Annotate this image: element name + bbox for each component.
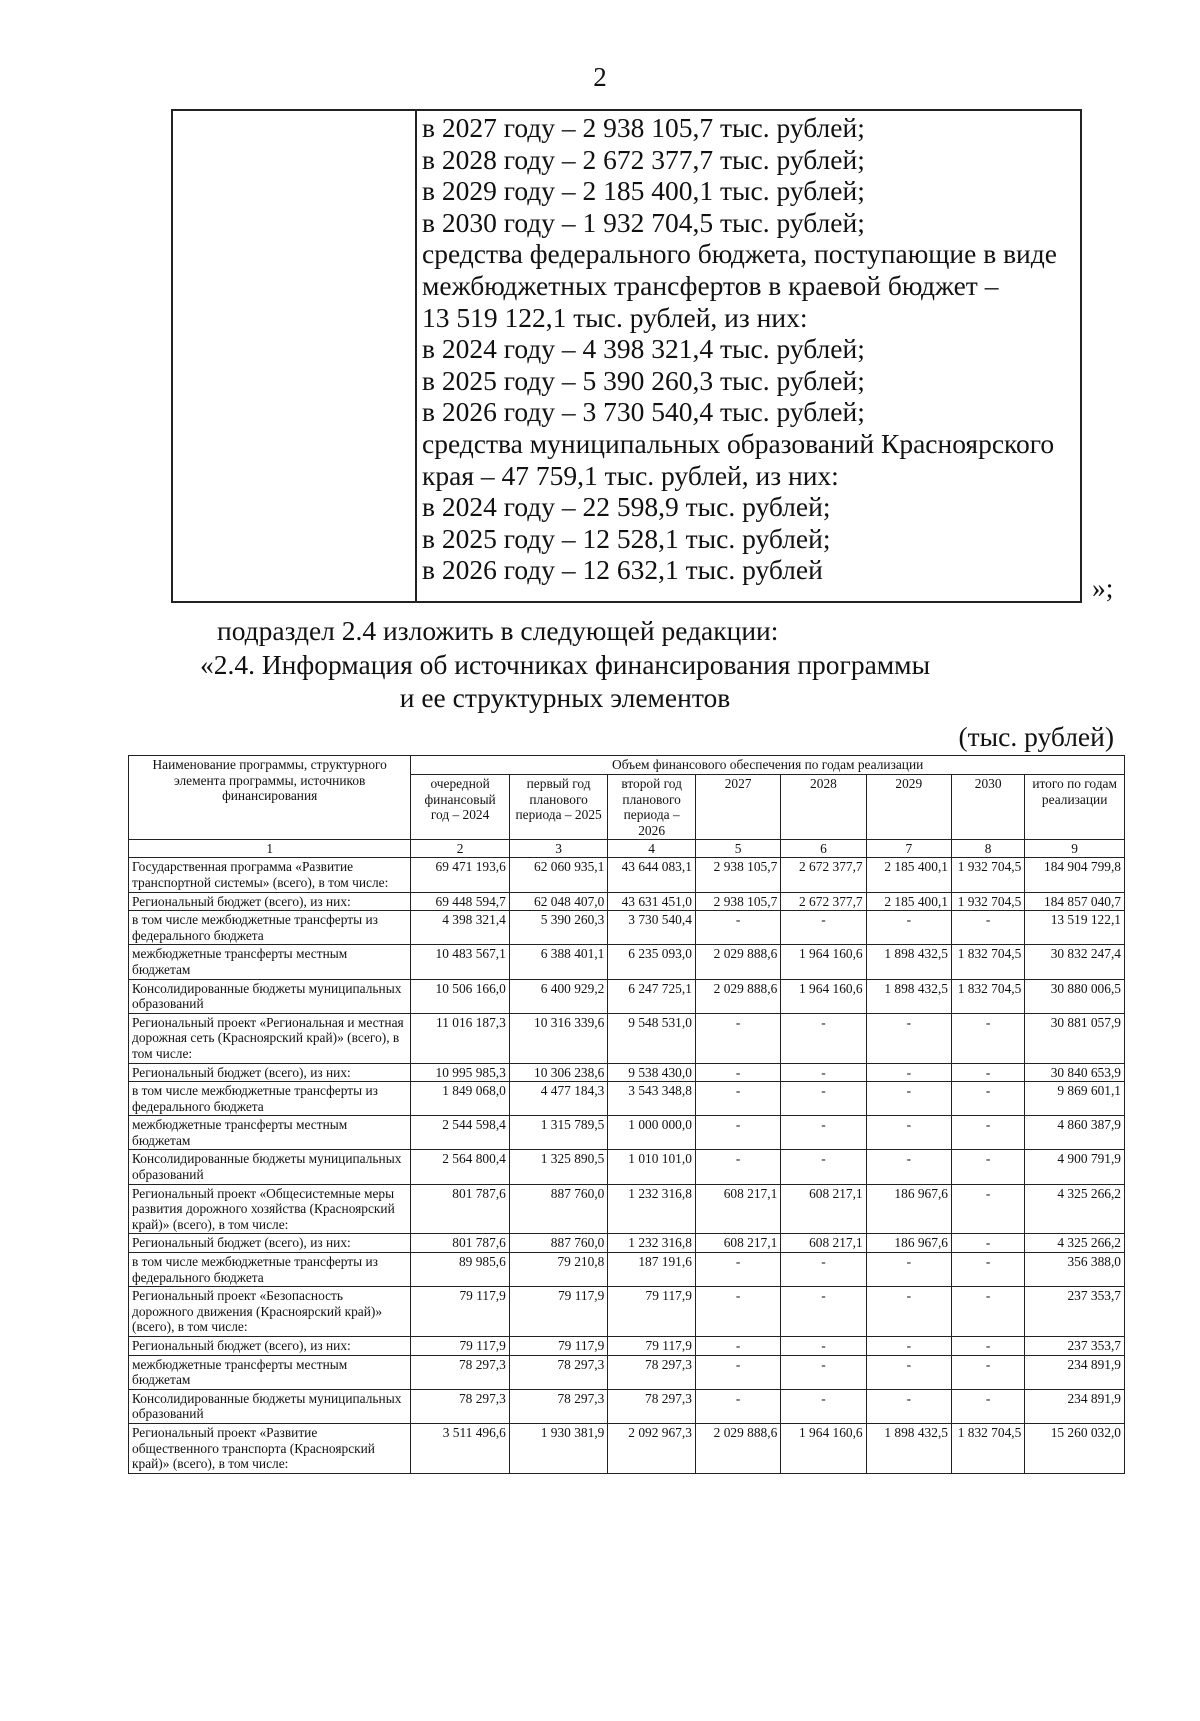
value-cell: 1 832 704,5 (951, 979, 1024, 1013)
funding-line: края – 47 759,1 тыс. рублей, из них: (422, 459, 839, 491)
value-cell: - (951, 1184, 1024, 1234)
value-cell: - (781, 1287, 866, 1337)
value-cell: - (781, 911, 866, 945)
value-cell: - (951, 1355, 1024, 1389)
column-divider (415, 111, 417, 601)
value-cell: 1 315 789,5 (509, 1116, 608, 1150)
value-cell: - (951, 1234, 1024, 1253)
value-cell: - (781, 1116, 866, 1150)
table-row (129, 1082, 1125, 1116)
col-header-2025: первый год планового периода – 2025 (509, 775, 608, 840)
funding-line: средства муниципальных образований Красноярского (422, 427, 1055, 459)
value-cell: 79 117,9 (509, 1337, 608, 1356)
value-cell: - (951, 1013, 1024, 1063)
row-name: в том числе межбюджетные трансферты из федерального бюджета (129, 1253, 411, 1287)
value-cell: 2 564 800,4 (411, 1150, 510, 1184)
value-cell: 1 932 704,5 (951, 892, 1024, 911)
col-header-2027: 2027 (695, 775, 780, 840)
value-cell: 6 235 093,0 (608, 945, 696, 979)
value-cell: 5 390 260,3 (509, 911, 608, 945)
funding-line: в 2028 году – 2 672 377,7 тыс. рублей; (422, 143, 865, 175)
table-header-row (129, 756, 1125, 775)
table-row (129, 1389, 1125, 1423)
value-cell: 30 840 653,9 (1025, 1063, 1125, 1082)
row-name: Региональный проект «Общесистемные меры развития дорожного хозяйства (Красноярский край)» (всего), в том числе: (129, 1184, 411, 1234)
table-row (129, 979, 1125, 1013)
value-cell: 1 964 160,6 (781, 1423, 866, 1473)
value-cell: 1 898 432,5 (866, 1423, 951, 1473)
value-cell: - (951, 1116, 1024, 1150)
value-cell: 1 964 160,6 (781, 979, 866, 1013)
value-cell: 2 185 400,1 (866, 858, 951, 892)
value-cell: 184 857 040,7 (1025, 892, 1125, 911)
value-cell: 1 232 316,8 (608, 1184, 696, 1234)
value-cell: - (695, 1253, 780, 1287)
row-name: Региональный проект «Региональная и местная дорожная сеть (Красноярский край)» (всего), в том числе: (129, 1013, 411, 1063)
value-cell: - (866, 1287, 951, 1337)
value-cell: 2 092 967,3 (608, 1423, 696, 1473)
value-cell: - (866, 1063, 951, 1082)
group-header: Объем финансового обеспечения по годам реализации (411, 756, 1125, 775)
col-header-2029: 2029 (866, 775, 951, 840)
row-name: Региональный бюджет (всего), из них: (129, 1234, 411, 1253)
value-cell: 237 353,7 (1025, 1287, 1125, 1337)
col-number: 8 (951, 840, 1024, 858)
value-cell: 2 544 598,4 (411, 1116, 510, 1150)
value-cell: - (951, 1082, 1024, 1116)
value-cell: 78 297,3 (509, 1389, 608, 1423)
col-number: 3 (509, 840, 608, 858)
value-cell: 4 900 791,9 (1025, 1150, 1125, 1184)
value-cell: 62 060 935,1 (509, 858, 608, 892)
value-cell: 1 898 432,5 (866, 945, 951, 979)
value-cell: - (951, 1150, 1024, 1184)
table-row (129, 1184, 1125, 1234)
value-cell: 79 117,9 (411, 1337, 510, 1356)
value-cell: - (866, 1337, 951, 1356)
value-cell: - (695, 911, 780, 945)
table-row (129, 1253, 1125, 1287)
value-cell: 1 232 316,8 (608, 1234, 696, 1253)
value-cell: - (866, 1013, 951, 1063)
col-header-2024: очередной финансовый год – 2024 (411, 775, 510, 840)
unit-label: (тыс. рублей) (958, 721, 1114, 752)
value-cell: 69 448 594,7 (411, 892, 510, 911)
value-cell: 608 217,1 (695, 1184, 780, 1234)
col-header-2030: 2030 (951, 775, 1024, 840)
col-header-2028: 2028 (781, 775, 866, 840)
value-cell: - (951, 1287, 1024, 1337)
value-cell: 15 260 032,0 (1025, 1423, 1125, 1473)
table-row (129, 1234, 1125, 1253)
value-cell: 10 995 985,3 (411, 1063, 510, 1082)
value-cell: 2 185 400,1 (866, 892, 951, 911)
table-row (129, 1013, 1125, 1063)
section-title (0, 648, 1130, 714)
value-cell: 608 217,1 (695, 1234, 780, 1253)
value-cell: - (695, 1063, 780, 1082)
value-cell: 9 869 601,1 (1025, 1082, 1125, 1116)
value-cell: 13 519 122,1 (1025, 911, 1125, 945)
value-cell: 30 832 247,4 (1025, 945, 1125, 979)
value-cell: - (781, 1253, 866, 1287)
value-cell: - (781, 1063, 866, 1082)
value-cell: - (866, 1253, 951, 1287)
col-number: 9 (1025, 840, 1125, 858)
value-cell: 78 297,3 (411, 1355, 510, 1389)
table-row (129, 1063, 1125, 1082)
value-cell: 9 548 531,0 (608, 1013, 696, 1063)
funding-line: в 2026 году – 12 632,1 тыс. рублей (422, 554, 823, 586)
col-number: 2 (411, 840, 510, 858)
value-cell: 4 477 184,3 (509, 1082, 608, 1116)
value-cell: 186 967,6 (866, 1184, 951, 1234)
value-cell: 89 985,6 (411, 1253, 510, 1287)
value-cell: 10 506 166,0 (411, 979, 510, 1013)
value-cell: 10 483 567,1 (411, 945, 510, 979)
row-name: Консолидированные бюджеты муниципальных образований (129, 1389, 411, 1423)
row-name: Региональный бюджет (всего), из них: (129, 892, 411, 911)
value-cell: 6 247 725,1 (608, 979, 696, 1013)
value-cell: 79 117,9 (608, 1337, 696, 1356)
value-cell: 2 938 105,7 (695, 892, 780, 911)
row-name: межбюджетные трансферты местным бюджетам (129, 1355, 411, 1389)
value-cell: 187 191,6 (608, 1253, 696, 1287)
row-name: Региональный бюджет (всего), из них: (129, 1337, 411, 1356)
value-cell: 10 306 238,6 (509, 1063, 608, 1082)
funding-line: в 2029 году – 2 185 400,1 тыс. рублей; (422, 175, 865, 207)
value-cell: 11 016 187,3 (411, 1013, 510, 1063)
value-cell: 6 388 401,1 (509, 945, 608, 979)
funding-line: в 2030 году – 1 932 704,5 тыс. рублей; (422, 206, 865, 238)
col-number: 5 (695, 840, 780, 858)
value-cell: - (866, 1116, 951, 1150)
row-name: Консолидированные бюджеты муниципальных образований (129, 1150, 411, 1184)
value-cell: 43 644 083,1 (608, 858, 696, 892)
value-cell: - (695, 1355, 780, 1389)
row-name: в том числе межбюджетные трансферты из федерального бюджета (129, 1082, 411, 1116)
value-cell: - (781, 1355, 866, 1389)
value-cell: - (695, 1082, 780, 1116)
row-name: в том числе межбюджетные трансферты из федерального бюджета (129, 911, 411, 945)
value-cell: 608 217,1 (781, 1234, 866, 1253)
value-cell: 887 760,0 (509, 1184, 608, 1234)
funding-lines (422, 112, 1057, 586)
value-cell: 2 938 105,7 (695, 858, 780, 892)
funding-line: в 2025 году – 5 390 260,3 тыс. рублей; (422, 364, 865, 396)
value-cell: 9 538 430,0 (608, 1063, 696, 1082)
value-cell: 78 297,3 (608, 1389, 696, 1423)
value-cell: 608 217,1 (781, 1184, 866, 1234)
value-cell: - (695, 1287, 780, 1337)
value-cell: - (781, 1013, 866, 1063)
table-row (129, 858, 1125, 892)
table-row (129, 1287, 1125, 1337)
value-cell: 1 000 000,0 (608, 1116, 696, 1150)
value-cell: 2 029 888,6 (695, 979, 780, 1013)
value-cell: 43 631 451,0 (608, 892, 696, 911)
value-cell: 6 400 929,2 (509, 979, 608, 1013)
value-cell: - (695, 1116, 780, 1150)
value-cell: - (781, 1337, 866, 1356)
row-name: Региональный проект «Безопасность дорожного движения (Красноярский край)» (всего), в том числе: (129, 1287, 411, 1337)
value-cell: 4 398 321,4 (411, 911, 510, 945)
value-cell: 78 297,3 (608, 1355, 696, 1389)
value-cell: 4 325 266,2 (1025, 1184, 1125, 1234)
row-name: Государственная программа «Развитие транспортной системы» (всего), в том числе: (129, 858, 411, 892)
value-cell: - (866, 1355, 951, 1389)
col-header-total: итого по годам реализации (1025, 775, 1125, 840)
funding-line: 13 519 122,1 тыс. рублей, из них: (422, 301, 808, 333)
row-name: Региональный проект «Развитие общественного транспорта (Красноярский край)» (всего), в том числе: (129, 1423, 411, 1473)
value-cell: 30 881 057,9 (1025, 1013, 1125, 1063)
value-cell: 30 880 006,5 (1025, 979, 1125, 1013)
row-name: Консолидированные бюджеты муниципальных образований (129, 979, 411, 1013)
value-cell: - (951, 911, 1024, 945)
funding-line: средства федерального бюджета, поступающие в виде (422, 238, 1057, 270)
funding-line: в 2025 году – 12 528,1 тыс. рублей; (422, 522, 831, 554)
column-number-row (129, 840, 1125, 858)
value-cell: - (695, 1337, 780, 1356)
funding-line: межбюджетных трансфертов в краевой бюджет – (422, 269, 999, 301)
value-cell: - (951, 1337, 1024, 1356)
value-cell: - (695, 1013, 780, 1063)
funding-line: в 2026 году – 3 730 540,4 тыс. рублей; (422, 396, 865, 428)
value-cell: 1 849 068,0 (411, 1082, 510, 1116)
value-cell: 2 672 377,7 (781, 892, 866, 911)
table-row (129, 1337, 1125, 1356)
value-cell: - (781, 1150, 866, 1184)
value-cell: 234 891,9 (1025, 1389, 1125, 1423)
value-cell: 62 048 407,0 (509, 892, 608, 911)
col-number: 7 (866, 840, 951, 858)
value-cell: - (695, 1150, 780, 1184)
value-cell: 801 787,6 (411, 1234, 510, 1253)
value-cell: 79 210,8 (509, 1253, 608, 1287)
value-cell: - (781, 1082, 866, 1116)
value-cell: 1 932 704,5 (951, 858, 1024, 892)
table-row (129, 1355, 1125, 1389)
closing-quote: »; (1092, 572, 1114, 603)
value-cell: - (695, 1389, 780, 1423)
value-cell: 3 730 540,4 (608, 911, 696, 945)
funding-line: в 2024 году – 22 598,9 тыс. рублей; (422, 491, 831, 523)
table-row (129, 911, 1125, 945)
value-cell: 1 898 432,5 (866, 979, 951, 1013)
value-cell: 184 904 799,8 (1025, 858, 1125, 892)
table-row (129, 1116, 1125, 1150)
value-cell: 1 832 704,5 (951, 1423, 1024, 1473)
value-cell: 1 832 704,5 (951, 945, 1024, 979)
funding-line: в 2024 году – 4 398 321,4 тыс. рублей; (422, 333, 865, 365)
value-cell: - (866, 1150, 951, 1184)
value-cell: 186 967,6 (866, 1234, 951, 1253)
value-cell: - (866, 911, 951, 945)
section-title-line-2: и ее структурных элементов (399, 682, 731, 713)
col-header-2026: второй год планового периода – 2026 (608, 775, 696, 840)
value-cell: - (781, 1389, 866, 1423)
table-row (129, 892, 1125, 911)
value-cell: 79 117,9 (411, 1287, 510, 1337)
value-cell: - (866, 1389, 951, 1423)
value-cell: 234 891,9 (1025, 1355, 1125, 1389)
table-row (129, 1150, 1125, 1184)
value-cell: 4 325 266,2 (1025, 1234, 1125, 1253)
value-cell: 2 672 377,7 (781, 858, 866, 892)
table-row (129, 945, 1125, 979)
row-name: Региональный бюджет (всего), из них: (129, 1063, 411, 1082)
value-cell: 2 029 888,6 (695, 1423, 780, 1473)
col-number: 6 (781, 840, 866, 858)
value-cell: 237 353,7 (1025, 1337, 1125, 1356)
value-cell: 79 117,9 (509, 1287, 608, 1337)
value-cell: 1 325 890,5 (509, 1150, 608, 1184)
value-cell: 4 860 387,9 (1025, 1116, 1125, 1150)
value-cell: 801 787,6 (411, 1184, 510, 1234)
value-cell: 79 117,9 (608, 1287, 696, 1337)
value-cell: - (951, 1063, 1024, 1082)
value-cell: 356 388,0 (1025, 1253, 1125, 1287)
funding-line: в 2027 году – 2 938 105,7 тыс. рублей; (422, 112, 865, 143)
row-name: межбюджетные трансферты местным бюджетам (129, 1116, 411, 1150)
value-cell: 3 511 496,6 (411, 1423, 510, 1473)
value-cell: 69 471 193,6 (411, 858, 510, 892)
table-row (129, 1423, 1125, 1473)
col-number: 1 (129, 840, 411, 858)
value-cell: 78 297,3 (509, 1355, 608, 1389)
name-column-header: Наименование программы, структурного элемента программы, источников финансирования (129, 756, 411, 840)
col-number: 4 (608, 840, 696, 858)
financing-table (128, 755, 1125, 1474)
section-title-line-1: «2.4. Информация об источниках финансирования программы (199, 649, 931, 680)
instruction-paragraph: подраздел 2.4 изложить в следующей редакции: (217, 615, 779, 646)
value-cell: - (951, 1389, 1024, 1423)
row-name: межбюджетные трансферты местным бюджетам (129, 945, 411, 979)
value-cell: 887 760,0 (509, 1234, 608, 1253)
value-cell: 1 010 101,0 (608, 1150, 696, 1184)
value-cell: 1 930 381,9 (509, 1423, 608, 1473)
value-cell: 78 297,3 (411, 1389, 510, 1423)
value-cell: 2 029 888,6 (695, 945, 780, 979)
page-number: 2 (593, 62, 607, 92)
value-cell: 10 316 339,6 (509, 1013, 608, 1063)
value-cell: - (866, 1082, 951, 1116)
value-cell: 1 964 160,6 (781, 945, 866, 979)
value-cell: - (951, 1253, 1024, 1287)
value-cell: 3 543 348,8 (608, 1082, 696, 1116)
